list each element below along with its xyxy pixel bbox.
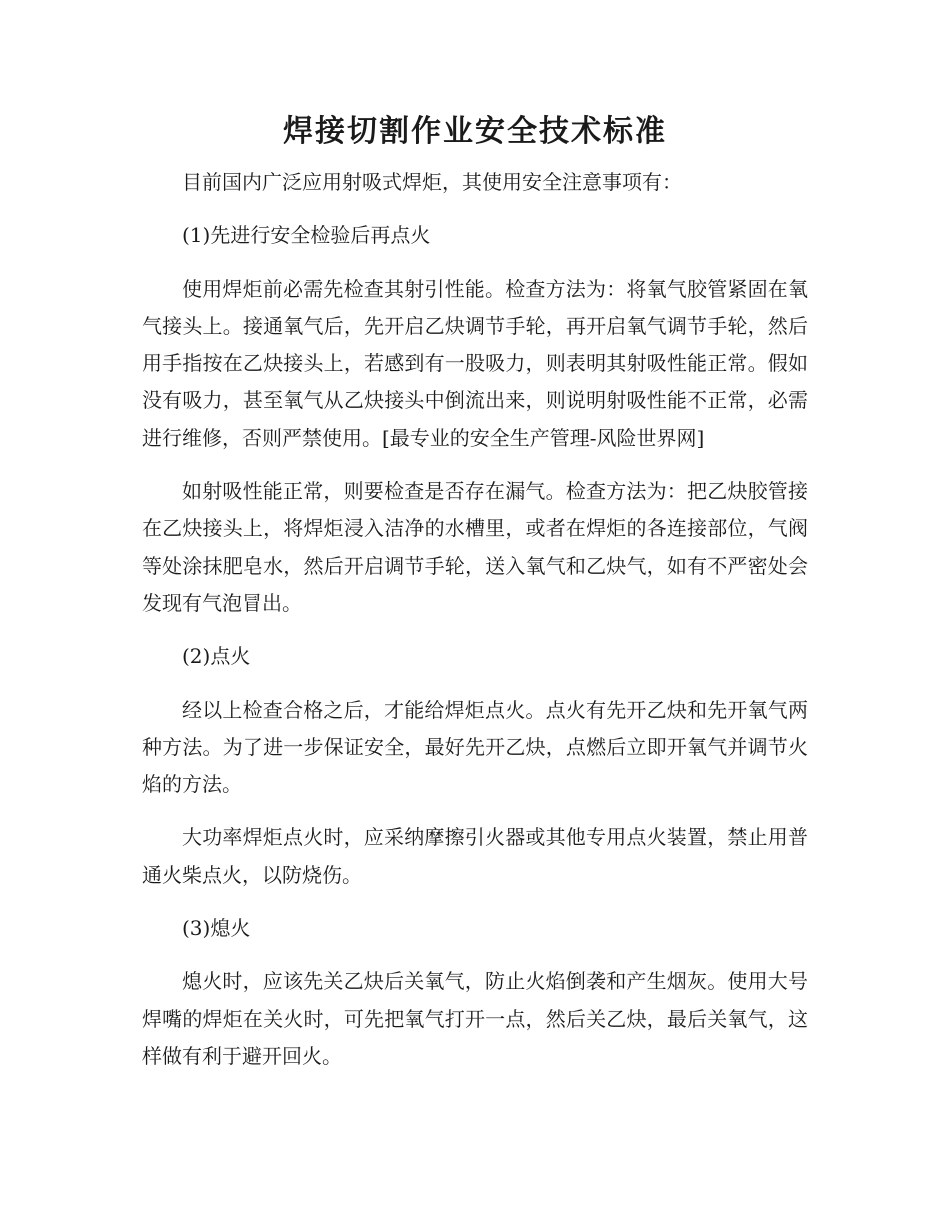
body-paragraph: 使用焊炬前必需先检查其射引性能。检查方法为：将氧气胶管紧固在氧气接头上。接通氧气后，先开启乙炔调节手轮，再开启氧气调节手轮，然后用手指按在乙炔接头上，若感到有一股吸力，则表明其射吸性能正常。假如没有吸力，甚至氧气从乙炔接头中倒流出来，则说明射吸性能不正常，必需进行维修，否则严禁使用。[最专业的安全生产管理-风险世界网] (142, 276, 808, 450)
body-paragraph: 大功率焊炬点火时，应采纳摩擦引火器或其他专用点火装置，禁止用普通火柴点火，以防烧伤。 (142, 825, 808, 887)
body-paragraph: 熄火时，应该先关乙炔后关氧气，防止火焰倒袭和产生烟灰。使用大号焊嘴的焊炬在关火时，可先把氧气打开一点，然后关乙炔，最后关氧气，这样做有利于避开回火。 (142, 969, 808, 1068)
intro-paragraph: 目前国内广泛应用射吸式焊炬，其使用安全注意事项有： (182, 170, 682, 194)
body-paragraph: 经以上检查合格之后，才能给焊炬点火。点火有先开乙炔和先开氧气两种方法。为了进一步保证安全，最好先开乙炔，点燃后立即开氧气并调节火焰的方法。 (142, 697, 808, 797)
document-title: 焊接切割作业安全技术标准 (283, 114, 667, 149)
section-heading-2: (2)点火 (182, 644, 251, 669)
section-heading-1: (1)先进行安全检验后再点火 (182, 223, 431, 248)
document-body (142, 164, 808, 1091)
section-heading-3: (3)熄火 (182, 916, 251, 941)
body-paragraph: 如射吸性能正常，则要检查是否存在漏气。检查方法为：把乙炔胶管接在乙炔接头上，将焊炬浸入洁净的水槽里，或者在焊炬的各连接部位，气阀等处涂抹肥皂水，然后开启调节手轮，送入氧气和乙炔气，如有不严密处会发现有气泡冒出。 (142, 479, 808, 615)
